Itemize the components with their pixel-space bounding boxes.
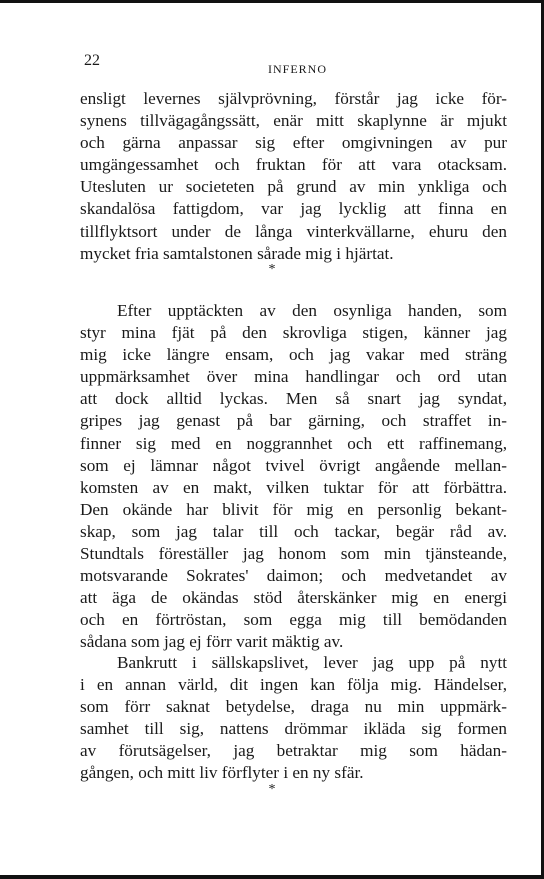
text-line: umgängessamhet och fruktan för att vara otacksam.	[80, 155, 507, 175]
text-line: ensligt levernes självprövning, förstår jag icke för-	[80, 89, 507, 108]
text-line: uppmärksamhet över mina handlingar och ord utan	[80, 367, 507, 387]
text-line: mycket fria samtalstonen sårade mig i hjärtat.	[80, 243, 394, 263]
text-line: Utesluten ur societeten på grund av min ynkliga och	[80, 177, 507, 197]
text-line: av förutsägelser, jag betraktar mig som hädan-	[80, 741, 507, 761]
paragraph-continued	[80, 88, 507, 265]
text-line: Stundtals föreställer jag honom som min tjänsteande,	[80, 544, 507, 564]
text-line: komsten av en makt, vilken tuktar för att förbättra.	[80, 477, 507, 497]
text-line: som ej lämnar något tvivel övrigt angående mellan-	[80, 455, 507, 475]
text-line: tillflyktsort under de långa vinterkvällarne, ehuru den	[80, 221, 507, 241]
text-line: i en annan värld, dit ingen kan följa mig. Händelser,	[80, 675, 507, 695]
text-line: mig icke längre ensam, och jag vakar med sträng	[80, 345, 507, 365]
page-number: 22	[84, 52, 100, 69]
text-line: som förr saknat betydelse, draga nu min uppmärk-	[80, 697, 507, 717]
text-line: samhet till sig, nattens drömmar ikläda sig formen	[80, 719, 507, 739]
text-line: och en förtröstan, som egga mig till bemödanden	[80, 610, 507, 630]
text-line: och gärna anpassar sig efter omgivningen av pur	[80, 133, 507, 153]
text-line: finner sig med en noggrannhet och ett raffinemang,	[80, 433, 507, 453]
text-line: Efter upptäckten av den osynliga handen, som	[117, 301, 507, 320]
text-line: sådana som jag ej förr varit mäktig av.	[80, 632, 344, 652]
running-title: INFERNO	[268, 62, 328, 76]
page-edge-bottom	[0, 875, 544, 879]
text-line: att äga de okändas stöd återskänker mig en energi	[80, 588, 507, 608]
text-line: motsvarande Sokrates' daimon; och medvetandet av	[80, 566, 507, 586]
text-line: synens tillvägagångssätt, enär mitt skaplynne är mjukt	[80, 111, 507, 131]
text-line: att dock alltid lyckas. Men så snart jag syndat,	[80, 389, 507, 409]
text-line: skandalösa fattigdom, var jag lycklig att finna en	[80, 199, 507, 219]
paragraph-bankrupt	[80, 652, 507, 785]
section-separator-asterisk: *	[268, 262, 276, 277]
section-separator-asterisk: *	[268, 782, 276, 797]
page-edge-top	[0, 0, 544, 3]
text-line: Den okände har blivit för mig en personlig bekant-	[80, 499, 507, 519]
text-line: Bankrutt i sällskapslivet, lever jag upp på nytt	[117, 653, 507, 672]
text-line: styr mina fjät på den skrovliga stigen, känner jag	[80, 323, 507, 343]
text-line: gripes jag genast på bar gärning, och straffet in-	[80, 411, 507, 431]
text-line: gången, och mitt liv förflyter i en ny sfär.	[80, 763, 364, 783]
paragraph-hidden-hand	[80, 300, 507, 654]
text-line: skap, som jag talar till och tackar, begär råd av.	[80, 521, 507, 541]
